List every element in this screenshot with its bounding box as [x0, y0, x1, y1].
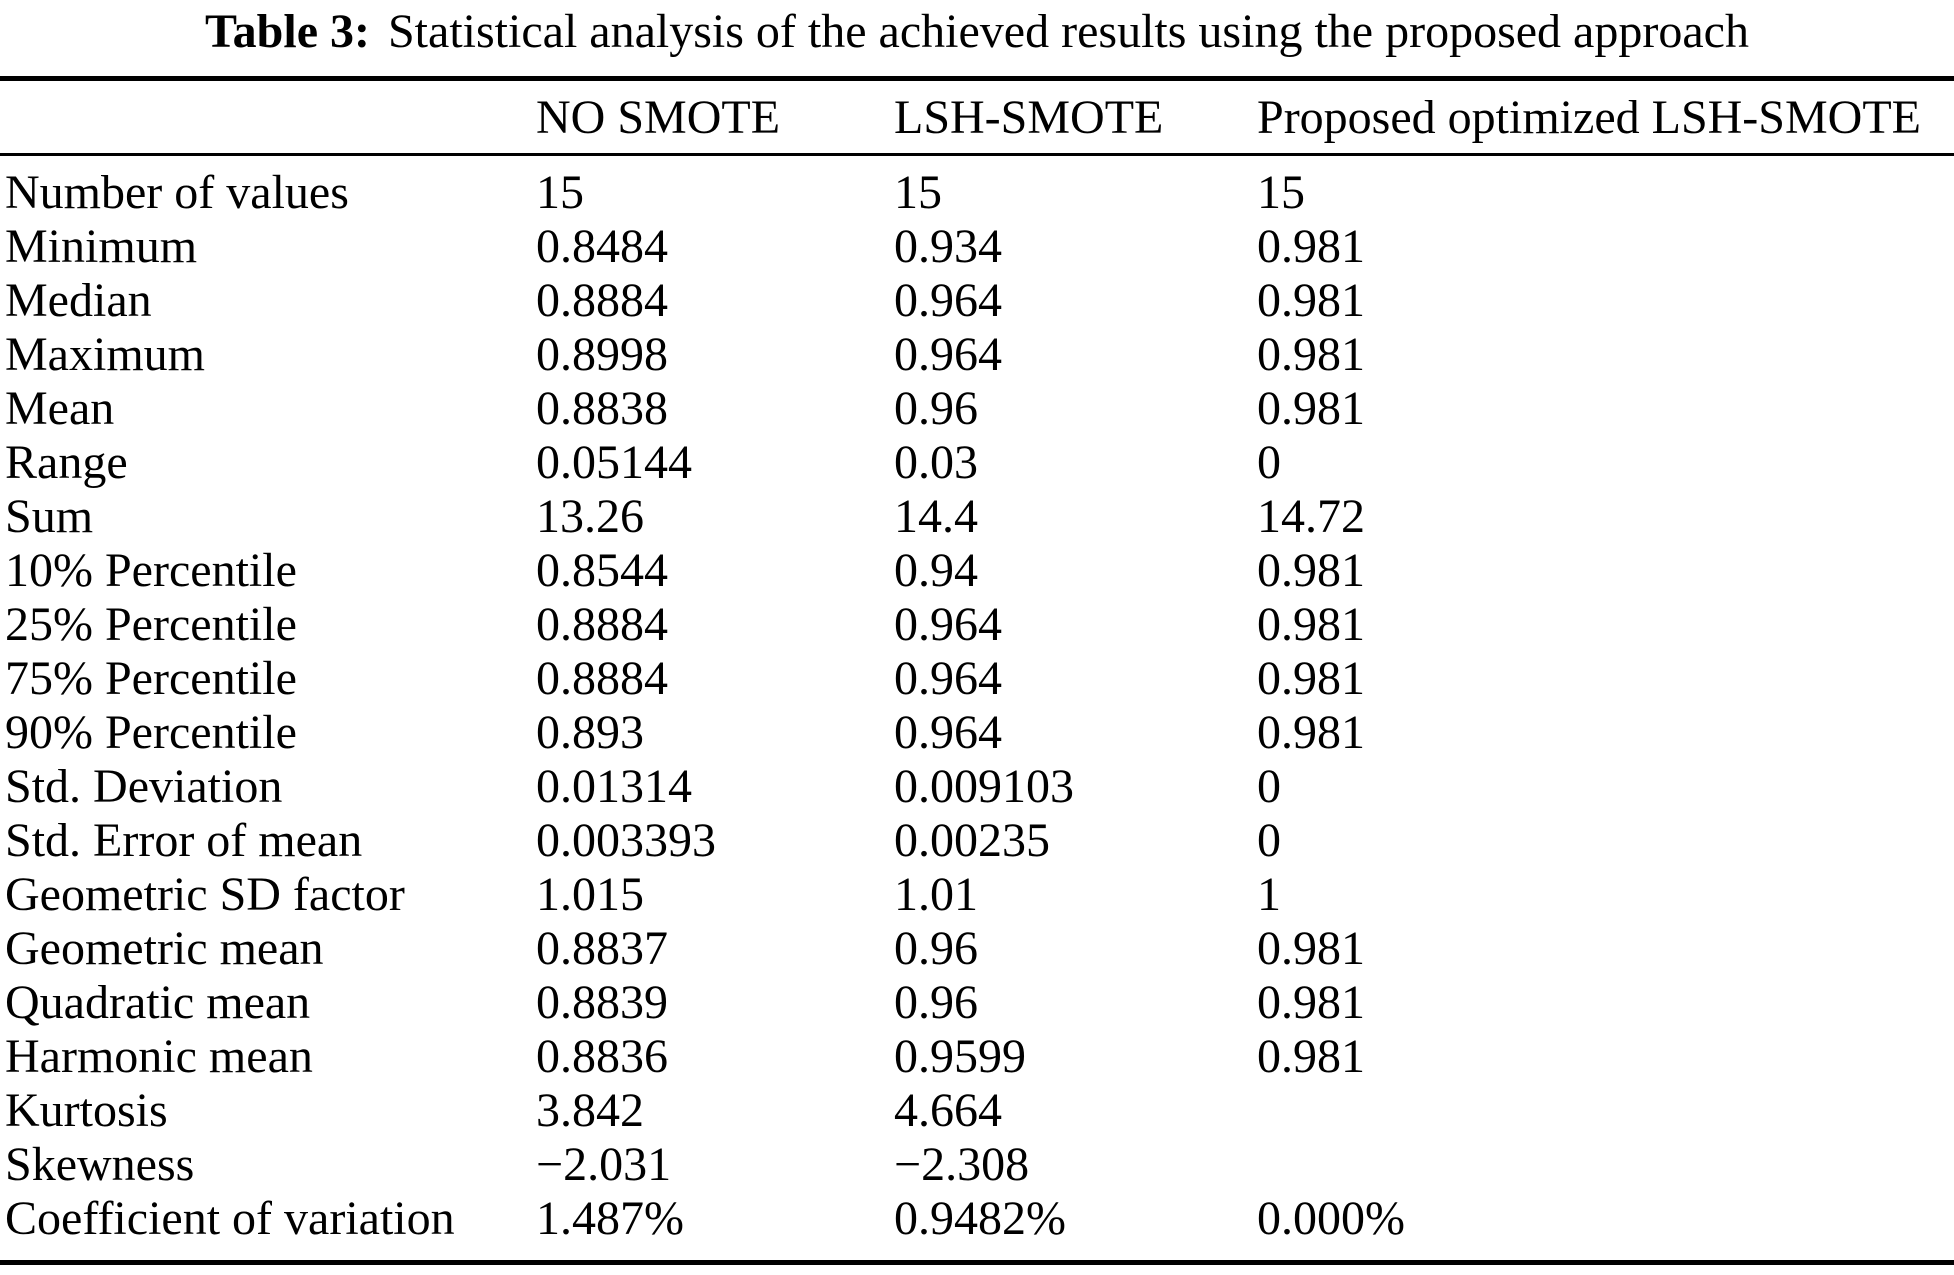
table-cell: 0 — [1257, 760, 1281, 813]
table-cell: 1.015 — [536, 868, 644, 921]
table-row — [0, 328, 1954, 382]
table-cell: 0.8544 — [536, 544, 668, 597]
table-cell: 0.8836 — [536, 1030, 668, 1083]
table-cell: 0.981 — [1257, 274, 1365, 327]
table-cell: 0.964 — [894, 652, 1002, 705]
table-cell: 0.96 — [894, 382, 978, 435]
table-cell: 0.8837 — [536, 922, 668, 975]
row-label: Coefficient of variation — [5, 1192, 455, 1245]
table-cell: 0 — [1257, 814, 1281, 867]
table-row — [0, 1084, 1954, 1138]
table-row — [0, 598, 1954, 652]
table-cell: 0.981 — [1257, 976, 1365, 1029]
table-row — [0, 814, 1954, 868]
table-cell: 14.72 — [1257, 490, 1365, 543]
table-cell: 0.981 — [1257, 652, 1365, 705]
table-cell: 0.003393 — [536, 814, 716, 867]
table-cell: 0.8839 — [536, 976, 668, 1029]
table-row — [0, 922, 1954, 976]
table-cell: 0.000% — [1257, 1192, 1405, 1245]
table-header — [0, 79, 1954, 155]
row-label: Harmonic mean — [5, 1030, 313, 1083]
row-label: Mean — [5, 382, 115, 435]
table-row — [0, 436, 1954, 490]
table-cell: −2.031 — [536, 1138, 672, 1191]
table-cell: 0.05144 — [536, 436, 692, 489]
table-cell: 0.8484 — [536, 220, 668, 273]
table-cell: 15 — [894, 166, 942, 219]
row-label: Std. Error of mean — [5, 814, 363, 867]
row-label: Minimum — [5, 220, 198, 273]
table-cell — [1257, 1138, 1954, 1192]
table-cell: 3.842 — [536, 1084, 644, 1137]
table-cell: 0.94 — [894, 544, 978, 597]
table-cell: 0.00235 — [894, 814, 1050, 867]
table-cell: 0.964 — [894, 328, 1002, 381]
table-cell: 0.964 — [894, 598, 1002, 651]
table-cell: 15 — [536, 166, 584, 219]
table-caption-label: Table 3: — [205, 5, 370, 58]
table-row — [0, 274, 1954, 328]
row-label: Kurtosis — [5, 1084, 168, 1137]
row-label: Maximum — [5, 328, 205, 381]
table-cell: 4.664 — [894, 1084, 1002, 1137]
table-cell: 1.01 — [894, 868, 978, 921]
table-row — [0, 976, 1954, 1030]
table-cell: 0.934 — [894, 220, 1002, 273]
row-label: 10% Percentile — [5, 544, 297, 597]
row-label: Skewness — [5, 1138, 195, 1191]
table-row — [0, 544, 1954, 598]
table-row — [0, 706, 1954, 760]
row-label: Range — [5, 436, 128, 489]
table-cell: 0.8838 — [536, 382, 668, 435]
table-body — [0, 155, 1954, 1263]
table-cell: 0.981 — [1257, 706, 1365, 759]
table-cell: 0.01314 — [536, 760, 692, 813]
table-row — [0, 155, 1954, 221]
table-cell: 0.981 — [1257, 598, 1365, 651]
table-row — [0, 220, 1954, 274]
row-label: Sum — [5, 490, 94, 543]
table-cell: 0.009103 — [894, 760, 1074, 813]
row-label: Quadratic mean — [5, 976, 311, 1029]
header-cell-lsh-smote: LSH-SMOTE — [894, 79, 1257, 155]
table-cell: 13.26 — [536, 490, 644, 543]
table-row — [0, 652, 1954, 706]
table-cell: 0 — [1257, 436, 1281, 489]
table-cell: 0.96 — [894, 922, 978, 975]
header-cell-proposed-optimized-lsh-smote: Proposed optimized LSH-SMOTE — [1257, 79, 1954, 155]
row-label: Geometric SD factor — [5, 868, 405, 921]
table-row — [0, 1030, 1954, 1084]
table-cell: 0.981 — [1257, 544, 1365, 597]
table-cell: 14.4 — [894, 490, 978, 543]
table-row — [0, 1138, 1954, 1192]
table-cell: 0.8884 — [536, 598, 668, 651]
table-cell: 15 — [1257, 166, 1305, 219]
row-label: Geometric mean — [5, 922, 324, 975]
table-cell: 0.03 — [894, 436, 978, 489]
table-cell — [1257, 1084, 1954, 1138]
row-label: Median — [5, 274, 152, 327]
table-cell: 0.893 — [536, 706, 644, 759]
table-cell: 0.96 — [894, 976, 978, 1029]
table-cell: 0.9599 — [894, 1030, 1026, 1083]
row-label: Number of values — [5, 166, 349, 219]
header-cell-stub — [0, 79, 536, 155]
table-cell: 0.981 — [1257, 220, 1365, 273]
header-row — [0, 79, 1954, 155]
table-cell: 0.981 — [1257, 1030, 1365, 1083]
table-caption — [0, 0, 1954, 58]
table-cell: 0.8998 — [536, 328, 668, 381]
table-cell: 0.964 — [894, 706, 1002, 759]
table-cell: 0.981 — [1257, 328, 1365, 381]
table-cell: 1 — [1257, 868, 1281, 921]
table-caption-text: Statistical analysis of the achieved results using the proposed approach — [387, 5, 1749, 58]
table-row — [0, 1192, 1954, 1263]
table-cell: 1.487% — [536, 1192, 684, 1245]
table-row — [0, 868, 1954, 922]
row-label: 75% Percentile — [5, 652, 297, 705]
header-cell-no-smote: NO SMOTE — [536, 79, 894, 155]
table-row — [0, 490, 1954, 544]
row-label: 90% Percentile — [5, 706, 297, 759]
table-cell: 0.964 — [894, 274, 1002, 327]
row-label: Std. Deviation — [5, 760, 283, 813]
table-cell: 0.981 — [1257, 922, 1365, 975]
table-cell: 0.9482% — [894, 1192, 1066, 1245]
table-row — [0, 760, 1954, 814]
table-cell: 0.981 — [1257, 382, 1365, 435]
row-label: 25% Percentile — [5, 598, 297, 651]
table-cell: 0.8884 — [536, 652, 668, 705]
statistics-table — [0, 76, 1954, 1265]
table-cell: 0.8884 — [536, 274, 668, 327]
table-row — [0, 382, 1954, 436]
table-cell: −2.308 — [894, 1138, 1030, 1191]
